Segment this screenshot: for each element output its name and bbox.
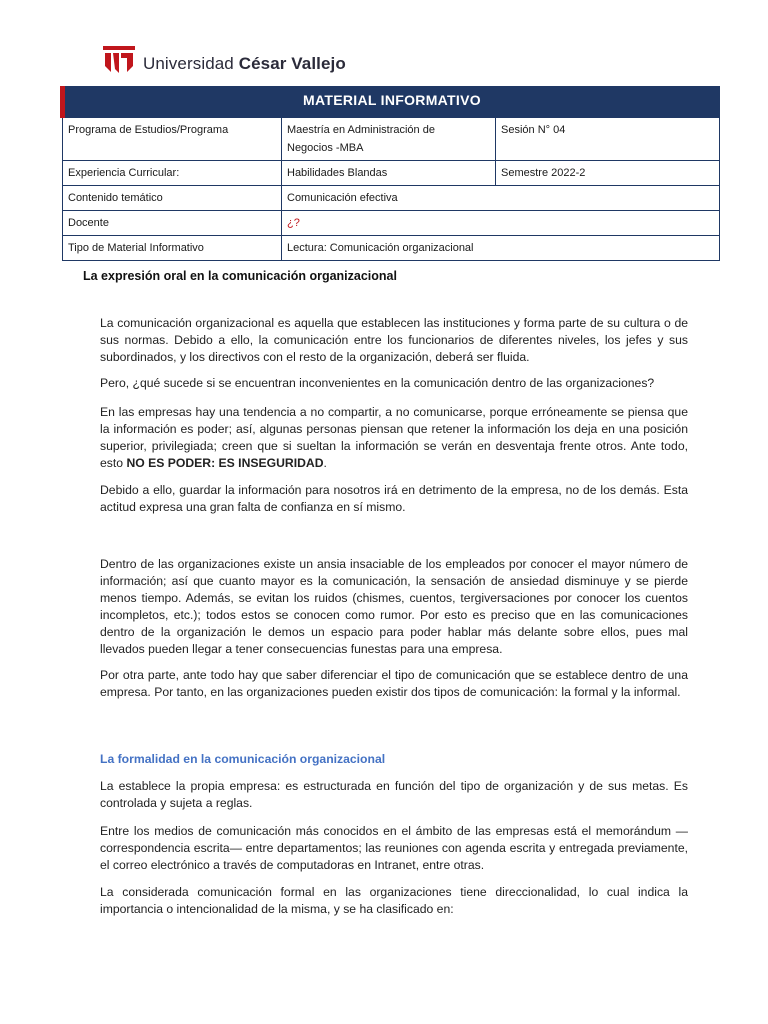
row-label: Docente <box>63 211 282 236</box>
paragraph: Entre los medios de comunicación más conocidos en el ámbito de las empresas está el memorándum —correspondencia escrita— entre departamentos; las reuniones con agenda escrita y entregada previamente, el correo electrónico a través de computadoras en Intranet, entre otras. <box>100 824 688 872</box>
row-extra: Semestre 2022-2 <box>496 161 720 186</box>
paragraph: La establece la propia empresa: es estructurada en función del tipo de organización y de sus metas. Es controlada y sujeta a reglas. <box>100 779 688 810</box>
table-row <box>63 118 720 161</box>
paragraph: Dentro de las organizaciones existe un ansia insaciable de los empleados por conocer el mayor número de información; así que cuanto mayor es la comunicación, la sensación de ansiedad disminuye y se pierde menos tiempo. Además, se evitan los ruidos (chismes, cuentos, tergiversaciones por conocer los cuentos incompletos, etc.); todos estos se conocen como rumor. Por esto es preciso que en las comunicaciones dentro de la organización le demos un espacio para poder hablar más delante sobre ellos, pues mal llevados pueden llegar a tener consecuencias funestas para una empresa. <box>100 557 688 656</box>
row-label: Tipo de Material Informativo <box>63 236 282 261</box>
row-value: Habilidades Blandas <box>282 161 496 186</box>
paragraph: La comunicación organizacional es aquella que establecen las instituciones y forma parte de su cultura o de sus normas. Debido a ello, la comunicación entre los funcionarios de diferentes niveles, los jefes y sus subordinados, y los directivos con el resto de la organización, deberá ser fluida. <box>100 316 688 364</box>
row-value: Maestría en Administración de Negocios -MBA <box>282 118 496 161</box>
ucv-shield-icon <box>103 46 135 82</box>
table-header: MATERIAL INFORMATIVO <box>63 87 720 118</box>
paragraph: La considerada comunicación formal en las organizaciones tiene direccionalidad, lo cual indica la importancia o intencionalidad de la misma, y se ha clasificado en: <box>100 885 688 916</box>
row-value: Lectura: Comunicación organizacional <box>282 236 720 261</box>
university-logo <box>103 46 346 82</box>
table-row <box>63 161 720 186</box>
table-row <box>63 236 720 261</box>
article-title: La expresión oral en la comunicación organizacional <box>83 269 397 283</box>
university-name: Universidad César Vallejo <box>143 54 346 73</box>
paragraph: Pero, ¿qué sucede si se encuentran inconvenientes en la comunicación dentro de las organizaciones? <box>100 376 655 390</box>
row-extra: Sesión N° 04 <box>496 118 720 161</box>
paragraph: Por otra parte, ante todo hay que saber diferenciar el tipo de comunicación que se establece dentro de una empresa. Por tanto, en las organizaciones pueden existir dos tipos de comunicación: la formal y la informal. <box>100 668 688 699</box>
subheading: La formalidad en la comunicación organizacional <box>100 752 386 766</box>
row-label: Contenido temático <box>63 186 282 211</box>
row-value: ¿? <box>282 211 720 236</box>
row-label: Experiencia Curricular: <box>63 161 282 186</box>
table-row <box>63 211 720 236</box>
emphasis-text: NO ES PODER: ES INSEGURIDAD <box>126 456 324 470</box>
row-value: Comunicación efectiva <box>282 186 720 211</box>
table-row <box>63 186 720 211</box>
course-info-table <box>60 86 720 261</box>
table-header-row <box>63 87 720 118</box>
row-label: Programa de Estudios/Programa <box>63 118 282 161</box>
paragraph: Debido a ello, guardar la información para nosotros irá en detrimento de la empresa, no de los demás. Esta actitud expresa una gran falta de confianza en sí mismo. <box>100 483 688 514</box>
paragraph: En las empresas hay una tendencia a no compartir, a no comunicarse, porque erróneamente se piensa que la información es poder; así, algunas personas piensan que retener la información los deja en una posición superior, privilegiada; creen que si sueltan la información se verán en desventaja frente otros. Ante todo, esto NO ES PODER: ES INSEGURIDAD. <box>100 405 688 470</box>
